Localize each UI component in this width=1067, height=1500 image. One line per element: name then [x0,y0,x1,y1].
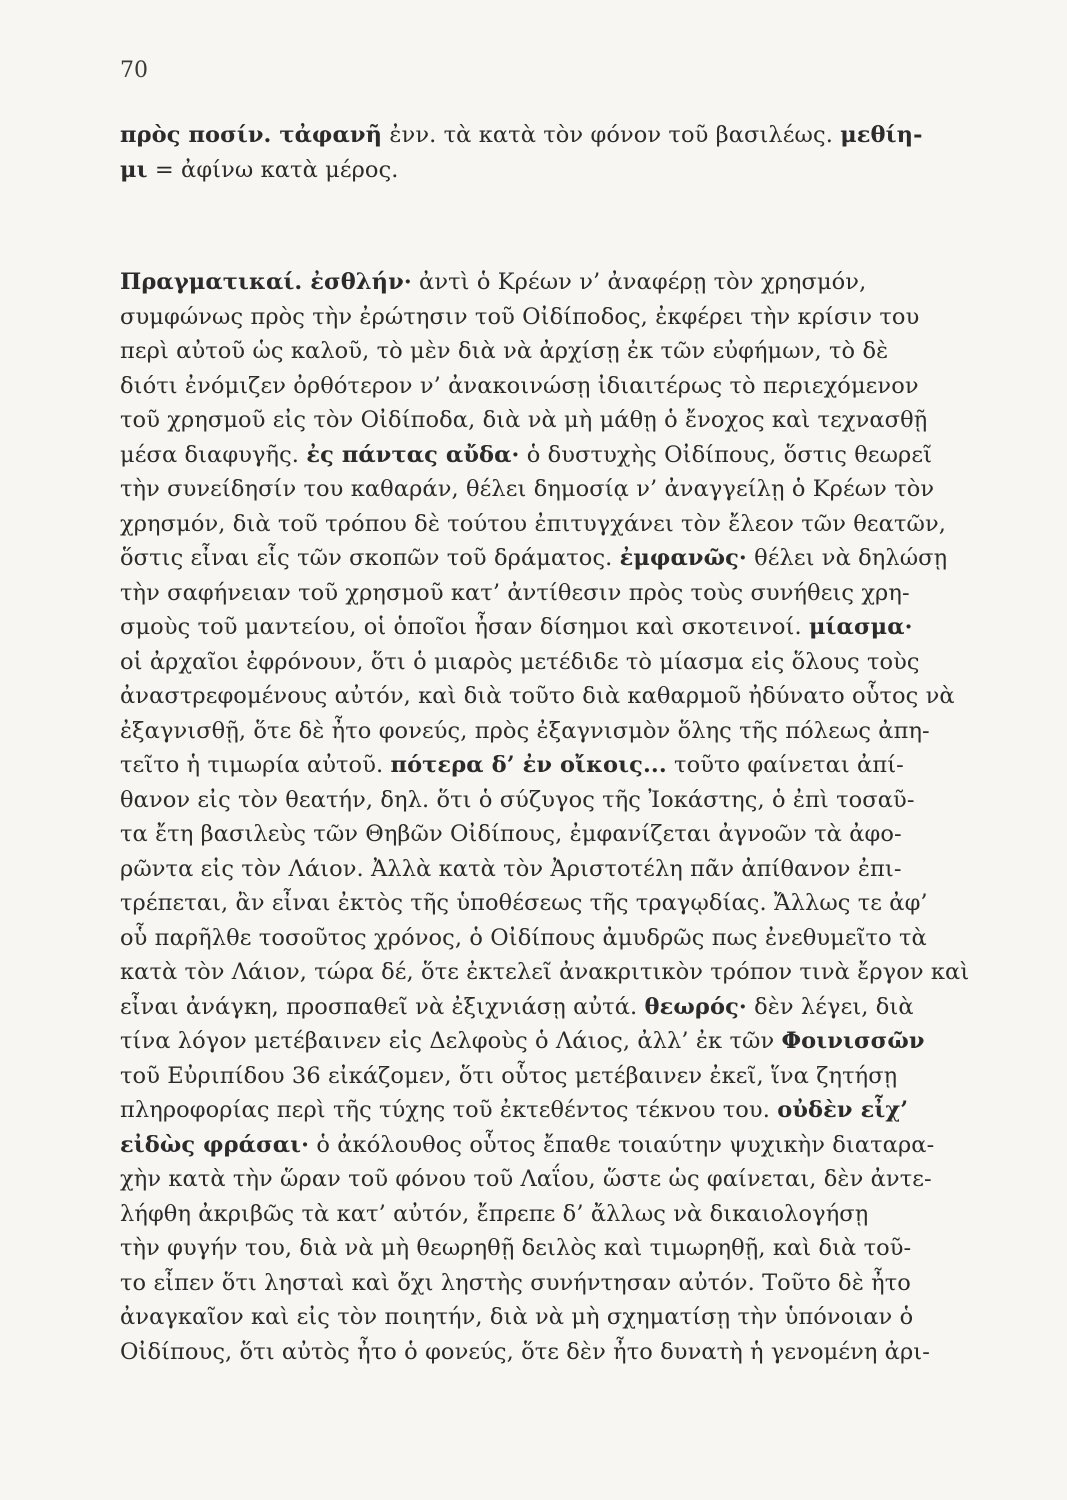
text-line [120,1197,1020,1232]
line-text: τα ἔτη βασιλεὺς τῶν Θηβῶν Οἰδίπους, ἐμφανίζεται ἀγνοῶν τὰ ἀφο- [120,821,902,847]
lemma-term: μι [120,156,148,183]
line-text: τίνα λόγον μετέβαινεν εἰς Δελφοὺς ὁ Λάιος, ἀλλ’ ἐκ τῶν [120,1028,782,1054]
line-text: ὅστις εἶναι εἷς τῶν σκοπῶν τοῦ δράματος. [120,545,620,571]
text-line [120,334,1020,369]
lemma-term: ἐς πάντας αὔδα· [306,441,520,468]
intro-paragraph [120,118,1020,187]
line-text: πληροφορίας περὶ τῆς τύχης τοῦ ἐκτεθέντος τέκνου του. [120,1097,778,1123]
lemma-term: Φοινισσῶν [781,1028,925,1054]
text-line [120,817,1020,852]
line-text: ἐνν. τὰ κατὰ τὸν φόνον τοῦ βασιλέως. [382,122,841,148]
text-line [120,783,1020,818]
line-text: περὶ αὐτοῦ ὡς καλοῦ, τὸ μὲν διὰ νὰ ἀρχίσῃ ἐκ τῶν εὐφήμων, τὸ δὲ [120,338,889,364]
text-line [120,679,1020,714]
text-line [120,472,1020,507]
lemma-term: οὐδὲν εἶχ’ [777,1097,909,1123]
line-text: ἐξαγνισθῇ, ὅτε δὲ ἦτο φονεύς, πρὸς ἐξαγνισμὸν ὅλης τῆς πόλεως ἀπη- [120,717,930,744]
text-line [120,507,1020,542]
text-line [120,1093,1020,1128]
text-line [120,1059,1020,1094]
line-text: ἀναστρεφομένους αὐτόν, καὶ διὰ τοῦτο διὰ καθαρμοῦ ἠδύνατο οὗτος νὰ [120,683,955,709]
text-line [120,265,1020,300]
text-line [120,300,1020,335]
line-text: οὗ παρῆλθε τοσοῦτος χρόνος, ὁ Οἰδίπους ἀμυδρῶς πως ἐνεθυμεῖτο τὰ [120,924,927,951]
text-line [120,990,1020,1025]
text-line [120,1024,1020,1059]
lemma-term: θεωρός· [644,993,747,1020]
line-text: το εἶπεν ὅτι λησταὶ καὶ ὄχι ληστὴς συνήντησαν αὐτόν. Τοῦτο δὲ ἦτο [120,1269,911,1296]
text-line [120,118,1020,153]
line-text: τὴν συνείδησίν του καθαράν, θέλει δημοσίᾳ ν’ ἀναγγείλῃ ὁ Κρέων τὸν [120,476,935,502]
line-text: εἶναι ἀνάγκη, προσπαθεῖ νὰ ἐξιχνιάσῃ αὐτά. [120,993,645,1020]
line-text: θέλει νὰ δηλώσῃ [746,545,948,571]
text-line [120,645,1020,680]
line-text: τοῦ χρησμοῦ εἰς τὸν Οἰδίποδα, διὰ νὰ μὴ μάθῃ ὁ ἔνοχος καὶ τεχνασθῇ [120,407,928,433]
text-line [120,955,1020,990]
text-line [120,438,1020,473]
text-line [120,1266,1020,1301]
line-text: ρῶντα εἰς τὸν Λάιον. Ἀλλὰ κατὰ τὸν Ἀριστοτέλη πᾶν ἀπίθανον ἐπι- [120,855,902,882]
line-text: κατὰ τὸν Λάιον, τώρα δέ, ὅτε ἐκτελεῖ ἀνακριτικὸν τρόπον τινὰ ἔργον καὶ [120,959,970,985]
line-text: χρησμόν, διὰ τοῦ τρόπου δὲ τούτου ἐπιτυγχάνει τὸν ἔλεον τῶν θεατῶν, [120,510,946,537]
text-line [120,1335,1020,1370]
line-text: τρέπεται, ἂν εἶναι ἐκτὸς τῆς ὑποθέσεως τῆς τραγῳδίας. Ἄλλως τε ἀφ’ [120,890,928,916]
line-text: οἱ ἀρχαῖοι ἐφρόνουν, ὅτι ὁ μιαρὸς μετέδιδε τὸ μίασμα εἰς ὅλους τοὺς [120,648,920,675]
line-text: τοῦ Εὐριπίδου 36 εἰκάζομεν, ὅτι οὗτος μετέβαινεν ἐκεῖ, ἵνα ζητήσῃ [120,1062,898,1089]
line-text: τὴν φυγήν του, διὰ νὰ μὴ θεωρηθῇ δειλὸς καὶ τιμωρηθῇ, καὶ διὰ τοῦ- [120,1235,912,1261]
text-line [120,1128,1020,1163]
text-line [120,403,1020,438]
line-text: τὴν σαφήνειαν τοῦ χρησμοῦ κατ’ ἀντίθεσιν πρὸς τοὺς συνήθεις χρη- [120,579,910,606]
lemma-term: πότερα δ’ ἐν οἴκοις... [390,752,667,778]
line-text: θανον εἰς τὸν θεατήν, δηλ. ὅτι ὁ σύζυγος τῆς Ἰοκάστης, ὁ ἐπὶ τοσαῦ- [120,786,915,813]
line-text: Οἰδίπους, ὅτι αὐτὸς ἦτο ὁ φονεύς, ὅτε δὲν ἦτο δυνατὴ ἡ γενομένη ἀρι- [120,1338,930,1365]
text-line [120,748,1020,783]
line-text: λήφθη ἀκριβῶς τὰ κατ’ αὐτόν, ἔπρεπε δ’ ἄλλως νὰ δικαιολογήσῃ [120,1200,869,1227]
lemma-term: μεθίη- [840,122,923,148]
text-line [120,541,1020,576]
lemma-term: εἰδὼς φράσαι· [120,1131,310,1158]
line-text: ἀντὶ ὁ Κρέων ν’ ἀναφέρῃ τὸν χρησμόν, [411,269,867,295]
text-line [120,153,1020,188]
text-line [120,369,1020,404]
line-text: δὲν λέγει, διὰ [746,993,914,1020]
text-line [120,610,1020,645]
line-text: σμοὺς τοῦ μαντείου, οἱ ὁποῖοι ἦσαν δίσημοι καὶ σκοτεινοί. [120,614,809,640]
line-text: ὁ ἀκόλουθος οὗτος ἔπαθε τοιαύτην ψυχικὴν διαταρα- [309,1131,935,1158]
line-text: ἀναγκαῖον καὶ εἰς τὸν ποιητήν, διὰ νὰ μὴ σχηματίσῃ τὴν ὑπόνοιαν ὁ [120,1304,914,1330]
line-text: τοῦτο φαίνεται ἀπί- [666,752,904,778]
line-text: συμφώνως πρὸς τὴν ἐρώτησιν τοῦ Οἰδίποδος, ἐκφέρει τὴν κρίσιν του [120,303,920,330]
text-line [120,576,1020,611]
lemma-term: Πραγματικαί. ἐσθλήν· [120,269,412,295]
text-line [120,921,1020,956]
line-text: μέσα διαφυγῆς. [120,441,307,468]
line-text: = ἀφίνω κατὰ μέρος. [147,156,399,183]
text-line [120,852,1020,887]
lemma-term: μίασμα· [808,614,913,640]
page-number: 70 [120,58,148,83]
text-line [120,1300,1020,1335]
line-text: ὁ δυστυχὴς Οἰδίπους, ὅστις θεωρεῖ [519,441,933,468]
line-text: διότι ἐνόμιζεν ὀρθότερον ν’ ἀνακοινώσῃ ἰδιαιτέρως τὸ περιεχόμενον [120,372,919,399]
commentary-paragraph [120,265,1020,1369]
text-line [120,714,1020,749]
text-line [120,1162,1020,1197]
line-text: χὴν κατὰ τὴν ὥραν τοῦ φόνου τοῦ Λαΐου, ὥστε ὡς φαίνεται, δὲν ἀντε- [120,1166,932,1192]
lemma-term: ἐμφανῶς· [619,545,747,571]
lemma-term: πρὸς ποσίν. τἀφανῆ [120,122,383,148]
text-line [120,1231,1020,1266]
line-text: τεῖτο ἡ τιμωρία αὐτοῦ. [120,752,391,778]
text-line [120,886,1020,921]
